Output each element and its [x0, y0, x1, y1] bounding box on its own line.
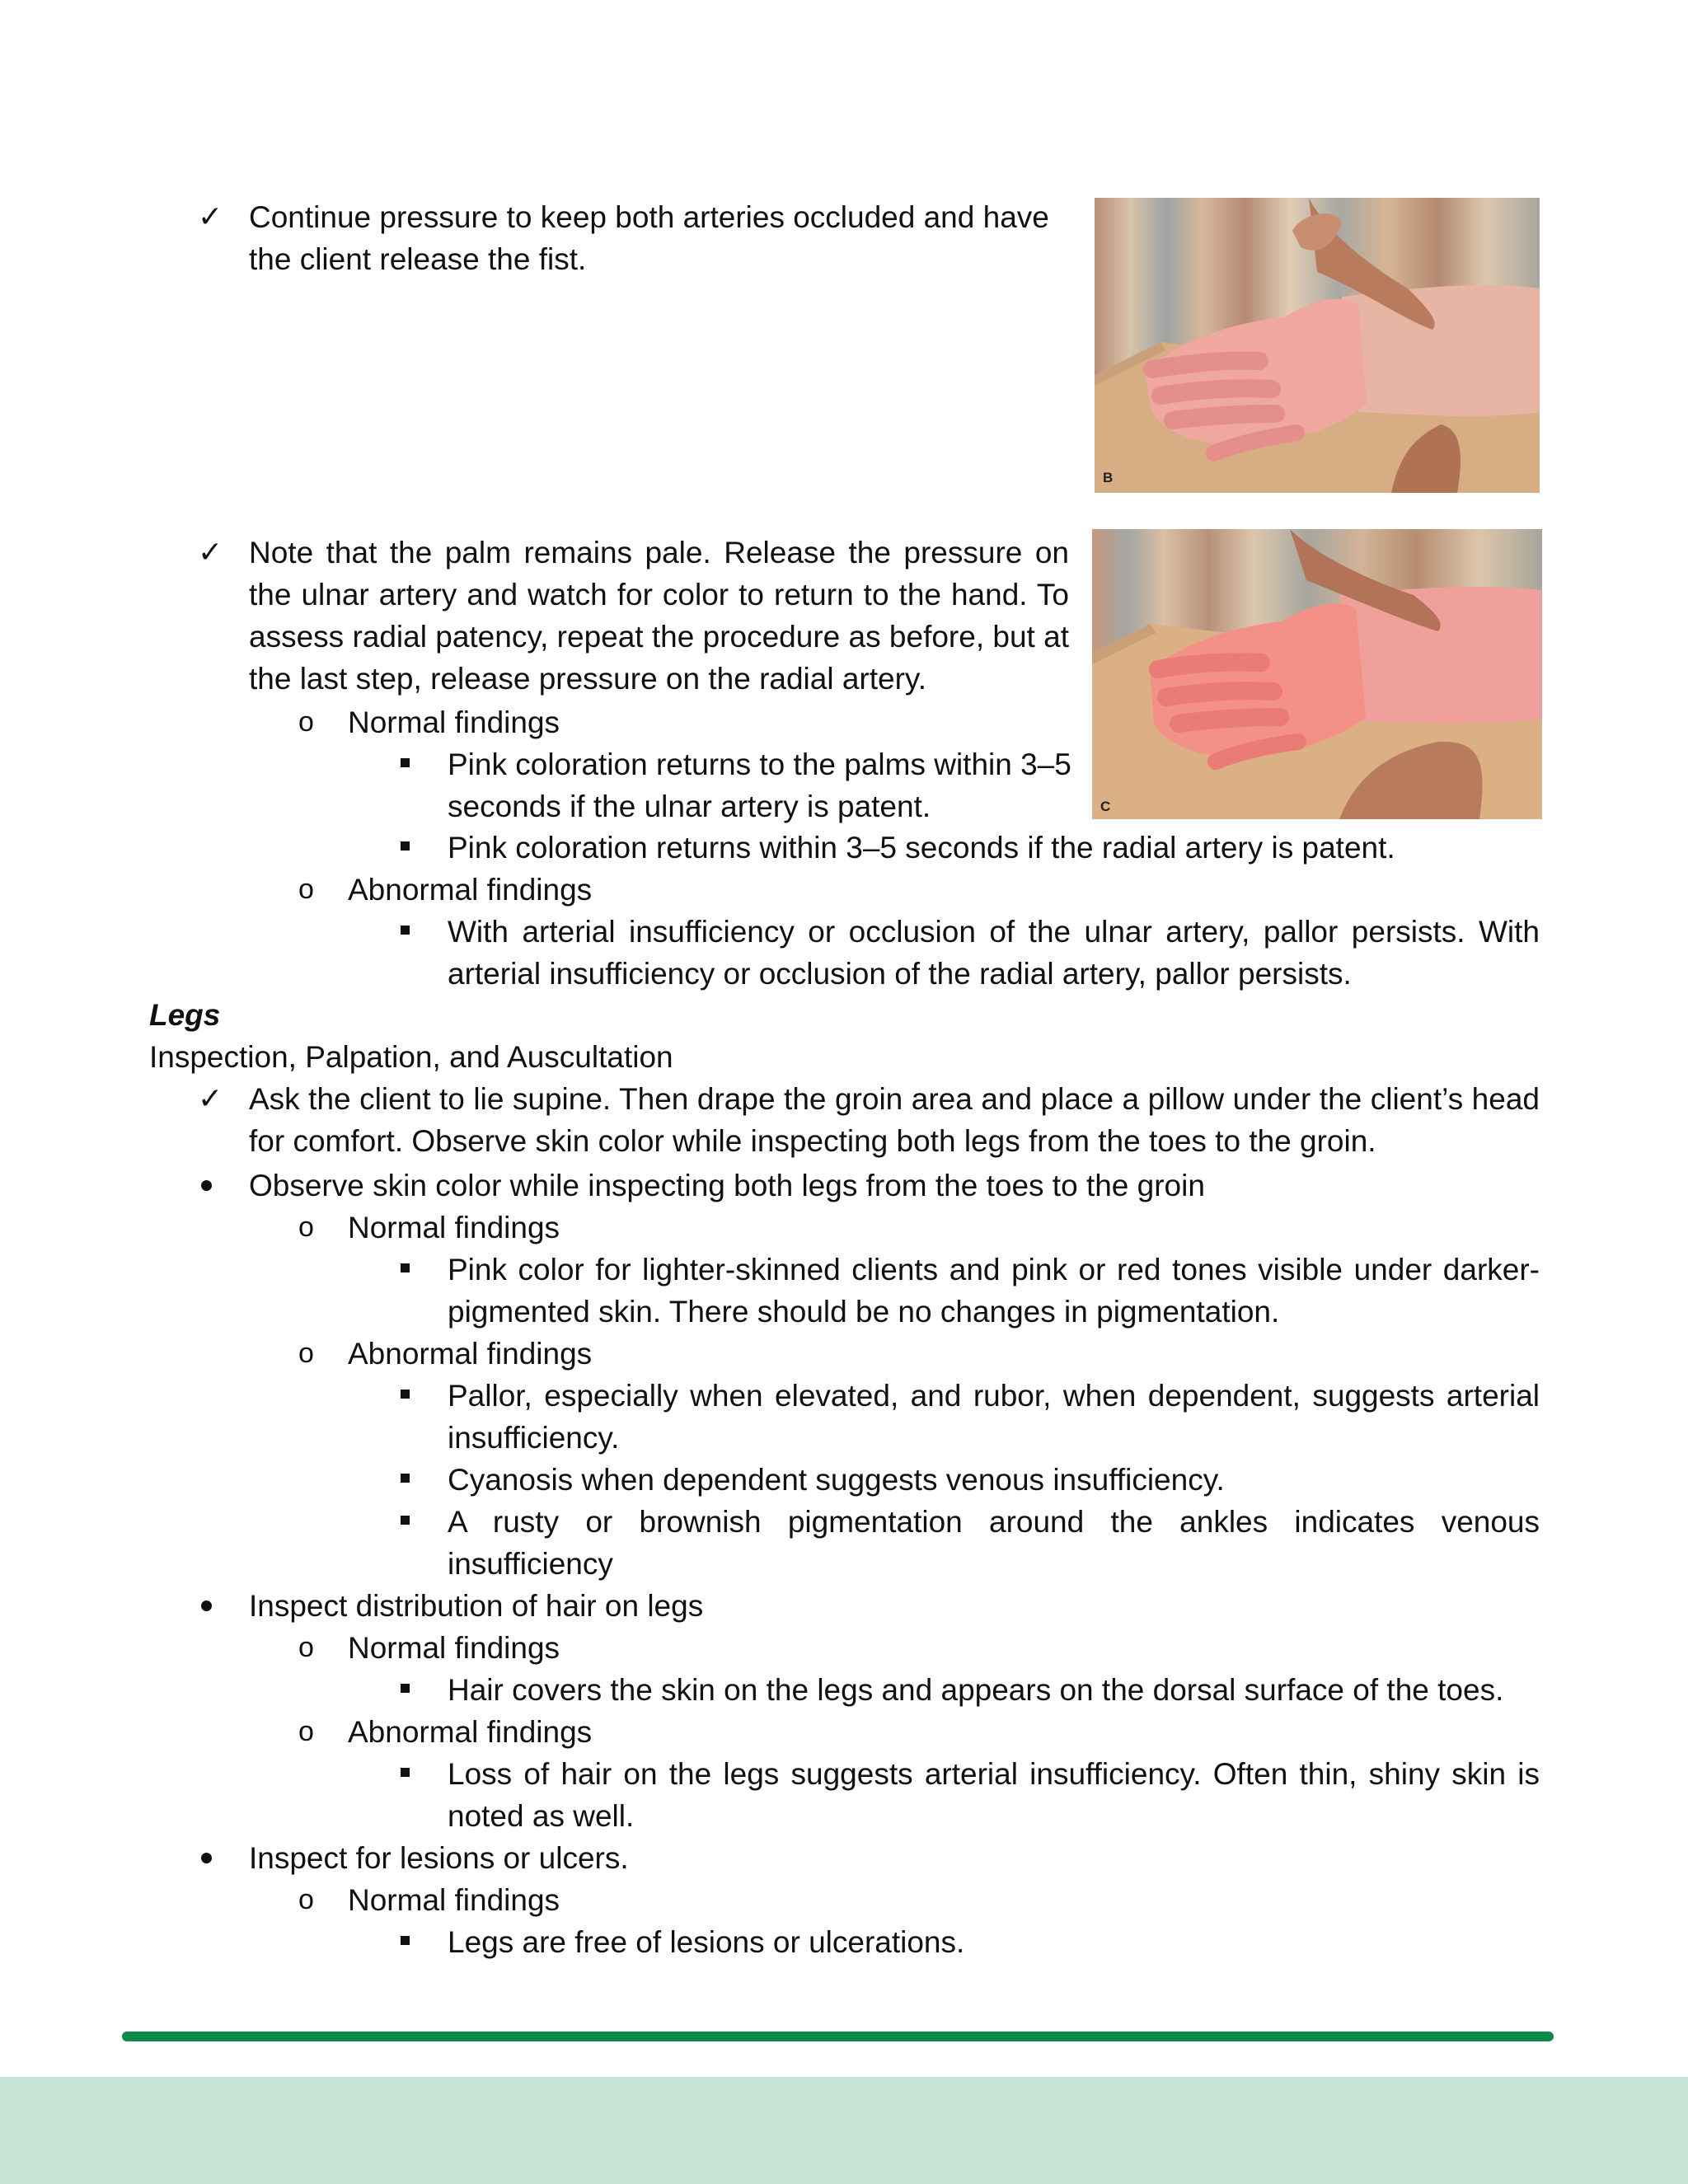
- footer-band: [0, 2077, 1688, 2184]
- section-heading-legs: Legs: [149, 998, 221, 1032]
- normal-findings-label: Normal findings: [348, 1883, 560, 1917]
- square-bullet-icon: [401, 1474, 410, 1483]
- bullet-dot-icon: [201, 1601, 212, 1611]
- finding-no-lesions: Legs are free of lesions or ulcerations.: [448, 1925, 965, 1959]
- finding-hair-covers: Hair covers the skin on the legs and appears on the dorsal surface of the toes.: [448, 1673, 1504, 1707]
- square-bullet-icon: [401, 1263, 410, 1272]
- normal-findings-label: Normal findings: [348, 1631, 560, 1665]
- checkmark-icon: ✓: [198, 1082, 223, 1116]
- finding-hair-loss: Loss of hair on the legs suggests arterial insufficiency. Often thin, shiny skin is noted as well.: [448, 1757, 1540, 1833]
- finding-pallor-persists: With arterial insufficiency or occlusion of the ulnar artery, pallor persists. With arterial insufficiency or occlusion of the radial artery, pallor persists.: [448, 915, 1540, 991]
- normal-findings-label: Normal findings: [348, 705, 560, 739]
- step-continue-pressure: Continue pressure to keep both arteries occluded and have the client release the fist.: [249, 200, 1049, 276]
- checkmark-icon: ✓: [198, 536, 223, 569]
- square-bullet-icon: [401, 758, 410, 767]
- square-bullet-icon: [401, 1516, 410, 1525]
- square-bullet-icon: [401, 926, 410, 935]
- finding-ulnar-patent: Pink coloration returns to the palms within 3–5 seconds if the ulnar artery is patent.: [448, 748, 1071, 823]
- hand-illustration-c: [1092, 529, 1542, 819]
- item-observe-skin-color: Observe skin color while inspecting both legs from the toes to the groin: [249, 1169, 1205, 1202]
- circle-bullet-icon: o: [298, 874, 314, 905]
- photo-label-c: C: [1100, 799, 1111, 814]
- circle-bullet-icon: o: [298, 1884, 314, 1915]
- finding-rusty-pigmentation: A rusty or brownish pigmentation around the ankles indicates venous insufficiency: [448, 1505, 1540, 1581]
- footer-divider: [122, 2032, 1554, 2041]
- circle-bullet-icon: o: [298, 1716, 314, 1747]
- finding-cyanosis: Cyanosis when dependent suggests venous insufficiency.: [448, 1463, 1225, 1497]
- finding-pallor-rubor: Pallor, especially when elevated, and rubor, when dependent, suggests arterial insufficiency.: [448, 1379, 1540, 1455]
- circle-bullet-icon: o: [298, 1632, 314, 1663]
- abnormal-findings-label: Abnormal findings: [348, 1715, 593, 1749]
- finding-radial-patent: Pink coloration returns within 3–5 seconds if the radial artery is patent.: [448, 831, 1395, 865]
- circle-bullet-icon: o: [298, 1338, 314, 1369]
- finding-pink-color: Pink color for lighter-skinned clients and pink or red tones visible under darker-pigmented skin. There should be no changes in pigmentation.: [448, 1253, 1540, 1329]
- photo-hand-b: [1095, 198, 1540, 493]
- circle-bullet-icon: o: [298, 1212, 314, 1243]
- square-bullet-icon: [401, 1390, 410, 1399]
- step-palm-pale: Note that the palm remains pale. Release the pressure on the ulnar artery and watch for color to return to the hand. To assess radial patency, repeat the procedure as before, but at the last step, release pressure on the radial artery.: [249, 536, 1069, 696]
- step-lie-supine: Ask the client to lie supine. Then drape the groin area and place a pillow under the client’s head for comfort. Observe skin color while inspecting both legs from the toes to the groin.: [249, 1082, 1540, 1158]
- bullet-dot-icon: [201, 1853, 212, 1863]
- checkmark-icon: ✓: [198, 200, 223, 234]
- circle-bullet-icon: o: [298, 706, 314, 738]
- item-lesions-ulcers: Inspect for lesions or ulcers.: [249, 1841, 629, 1875]
- photo-label-b: B: [1103, 470, 1114, 485]
- photo-hand-c: [1092, 529, 1542, 819]
- square-bullet-icon: [401, 841, 410, 851]
- square-bullet-icon: [401, 1684, 410, 1693]
- hand-illustration-b: [1095, 198, 1540, 493]
- subheading-inspection: Inspection, Palpation, and Auscultation: [149, 1040, 673, 1074]
- item-hair-distribution: Inspect distribution of hair on legs: [249, 1589, 704, 1623]
- normal-findings-label: Normal findings: [348, 1211, 560, 1244]
- abnormal-findings-label: Abnormal findings: [348, 1337, 593, 1371]
- square-bullet-icon: [401, 1936, 410, 1945]
- square-bullet-icon: [401, 1768, 410, 1777]
- abnormal-findings-label: Abnormal findings: [348, 873, 593, 907]
- bullet-dot-icon: [201, 1180, 212, 1191]
